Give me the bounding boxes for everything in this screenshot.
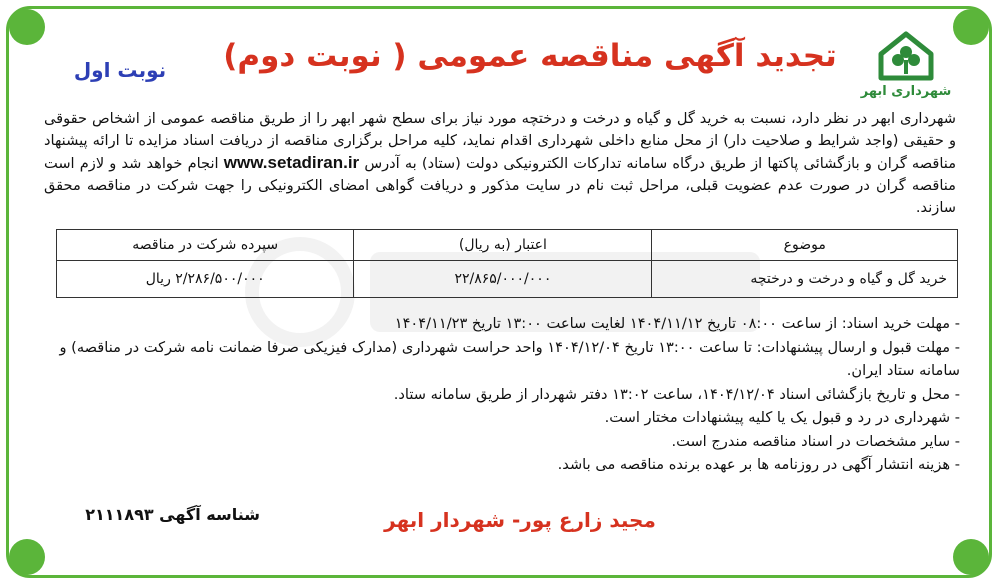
- table-row: [57, 261, 958, 298]
- municipality-house-trefoil-icon: [877, 30, 935, 82]
- tender-table: [56, 229, 958, 298]
- list-item: - محل و تاریخ بازگشائی اسناد ۱۴۰۴/۱۲/۰۴، ساعت ۱۳:۰۲ دفتر شهردار از طریق سامانه ستاد.: [393, 385, 960, 403]
- cell-budget: ۲۲/۸۶۵/۰۰۰/۰۰۰: [354, 261, 652, 298]
- intro-text-part2: انجام خواهد شد و لازم است مناقصه گران در صورت عدم عضویت قبلی، مراحل ثبت نام در سایت مذکور و دریافت گواهی امضای الکترونیکی را جهت شرکت در مناقصه محقق سازند.: [44, 155, 956, 216]
- municipality-logo: [856, 30, 956, 108]
- page-title: تجدید آگهی مناقصه عمومی ( نوبت دوم): [223, 38, 837, 74]
- corner-ornament: [9, 9, 45, 45]
- publication-round: نوبت اول: [73, 58, 167, 82]
- intro-paragraph: [44, 108, 956, 219]
- list-item: - سایر مشخصات در اسناد مناقصه مندرج است.: [671, 432, 960, 450]
- ad-id: شناسه آگهی ۲۱۱۱۸۹۳: [85, 505, 260, 524]
- intro-text-part1: شهرداری ابهر در نظر دارد، نسبت به خرید گل و گیاه و درخت و درختچه مورد نیاز برای سطح شهر ابهر را از طریق مناقصه عمومی از اشخاص حقوقی و حقیقی (واجد شرایط و صلاحیت دار) از محل منابع داخلی شهرداری اقدام نماید، کلیه مراحل برگزاری مناقصه از دریافت اسناد مزایده تا ارائه پیشنهاد مناقصه گران و بازگشائی پاکتها از طریق درگاه سامانه تدارکات الکترونیکی دولت (ستاد) به آدرس: [44, 110, 957, 172]
- list-item: - شهرداری در رد و قبول یک یا کلیه پیشنهادات مختار است.: [604, 409, 960, 426]
- logo-label: شهرداری ابهر: [860, 84, 952, 99]
- corner-ornament: [953, 9, 989, 45]
- cell-subject: خرید گل و گیاه و درخت و درختچه: [652, 261, 958, 298]
- list-item: - مهلت قبول و ارسال پیشنهادات: تا ساعت ۱۳:۰۰ تاریخ ۱۴۰۴/۱۲/۰۴ واحد حراست شهرداری (مدارک فیزیکی صرفا ضمانت نامه شرکت در مناقصه) و سامانه ستاد ایران.: [59, 338, 960, 379]
- table-header-row: [57, 230, 958, 261]
- website-link[interactable]: www.setadiran.ir: [223, 153, 360, 172]
- column-header-budget: اعتبار (به ریال): [354, 230, 652, 261]
- corner-ornament: [953, 539, 989, 575]
- list-item: - مهلت خرید اسناد: از ساعت ۰۸:۰۰ تاریخ ۱۴۰۴/۱۱/۱۲ لغایت ساعت ۱۳:۰۰ تاریخ ۱۴۰۴/۱۱/۲۳: [394, 315, 960, 332]
- corner-ornament: [9, 539, 45, 575]
- signature: مجید زارع پور- شهردار ابهر: [384, 508, 656, 532]
- list-item: - هزینه انتشار آگهی در روزنامه ها بر عهده برنده مناقصه می باشد.: [557, 456, 960, 473]
- cell-deposit: ۲/۲۸۶/۵۰۰/۰۰۰ ریال: [57, 261, 354, 298]
- column-header-deposit: سپرده شرکت در مناقصه: [57, 230, 354, 261]
- column-header-subject: موضوع: [652, 230, 958, 261]
- terms-list: [44, 312, 960, 477]
